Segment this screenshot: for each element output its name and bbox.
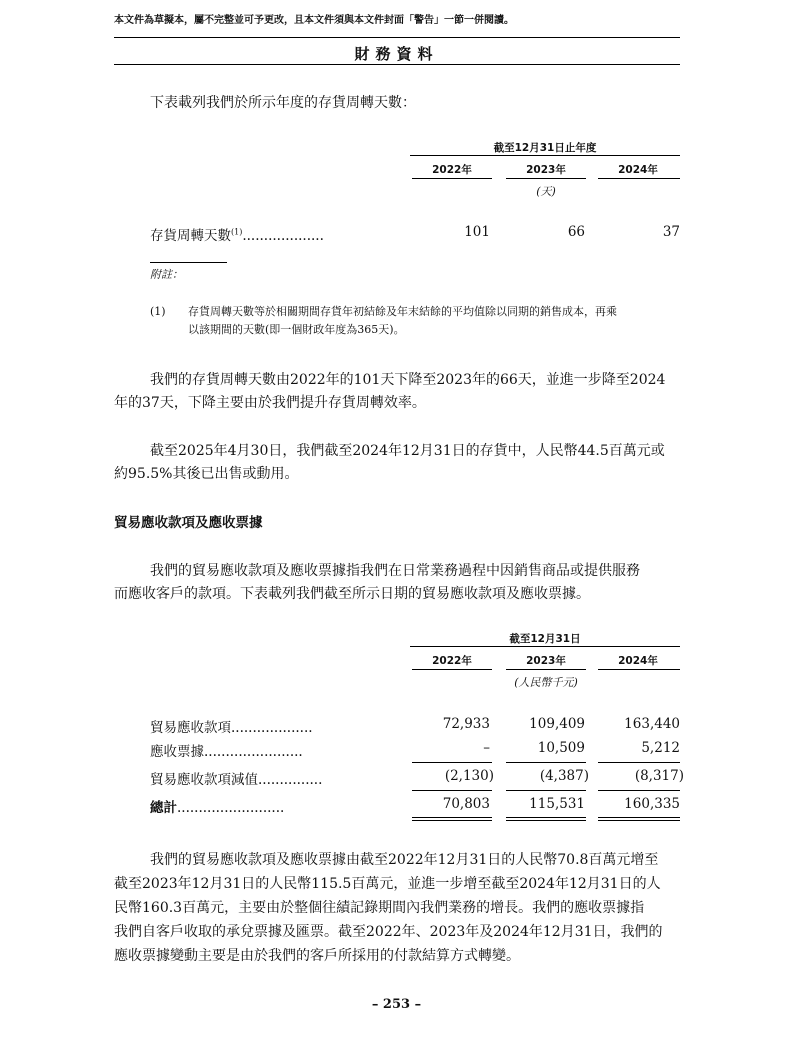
subtotal-rule bbox=[506, 762, 586, 763]
total-rule bbox=[506, 790, 586, 791]
table-cell: (4,387) bbox=[539, 768, 589, 784]
leader-dots: ............... bbox=[258, 772, 323, 788]
inventory-intro: 下表載列我們於所示年度的存貨周轉天數： bbox=[150, 95, 416, 111]
leader-dots: ................... bbox=[242, 228, 324, 244]
inventory-table-group-rule bbox=[410, 155, 680, 156]
double-rule bbox=[412, 817, 492, 818]
receivables-table-group-header: 截至12月31日 bbox=[509, 633, 581, 645]
table-cell: 70,803 bbox=[442, 796, 490, 812]
table-row-label bbox=[150, 740, 303, 760]
inventory-unit: (天) bbox=[536, 185, 556, 198]
receivables-year-rule bbox=[506, 669, 586, 670]
table-cell: 10,509 bbox=[537, 740, 585, 756]
leader-dots: ................... bbox=[231, 720, 313, 736]
note-text-line2: 以該期間的天數(即一個財政年度為365天)。 bbox=[188, 323, 405, 336]
inventory-value-2023: 66 bbox=[567, 224, 585, 240]
row-label-text: 總計 bbox=[150, 800, 177, 816]
receivables-para-line4: 我們自客戶收取的承兌票據及匯票。截至2022年、2023年及2024年12月31日，我們的 bbox=[114, 924, 663, 940]
table-cell: 72,933 bbox=[442, 716, 490, 732]
receivables-para-line2: 截至2023年12月31日的人民幣115.5百萬元，並進一步增至截至2024年12月31日的人 bbox=[114, 876, 661, 892]
header-bottom-rule bbox=[114, 64, 680, 65]
total-rule bbox=[598, 790, 680, 791]
table-cell: (2,130) bbox=[444, 768, 494, 784]
inventory-para2-line1: 截至2025年4月30日，我們截至2024年12月31日的存貨中，人民幣44.5百萬元或 bbox=[150, 443, 665, 459]
inventory-value-2022: 101 bbox=[464, 224, 490, 240]
note-heading: 附註： bbox=[150, 268, 183, 281]
receivables-year-2022: 2022年 bbox=[432, 655, 472, 667]
receivables-unit: (人民幣千元) bbox=[514, 676, 578, 689]
draft-notice: 本文件為草擬本，屬不完整並可予更改，且本文件須與本文件封面「警告」一節一併閱讀。 bbox=[114, 15, 514, 26]
inventory-year-2024: 2024年 bbox=[618, 164, 658, 176]
receivables-intro-line2: 而應收客戶的款項。下表載列我們截至所示日期的貿易應收款項及應收票據。 bbox=[114, 586, 590, 602]
row-label-text: 存貨周轉天數 bbox=[150, 228, 231, 244]
double-rule bbox=[598, 820, 680, 821]
receivables-year-2023: 2023年 bbox=[526, 655, 566, 667]
leader-dots: ......................... bbox=[177, 800, 285, 816]
footnote-marker: (1) bbox=[231, 227, 243, 237]
inventory-year-2023: 2023年 bbox=[526, 164, 566, 176]
section-title: 財務資料 bbox=[354, 45, 439, 63]
inventory-year-rule bbox=[506, 178, 586, 179]
leader-dots: ....................... bbox=[204, 744, 303, 760]
receivables-para-line3: 民幣160.3百萬元，主要由於整個往績記錄期間內我們業務的增長。我們的應收票據指 bbox=[114, 900, 645, 916]
receivables-para-line5: 應收票據變動主要是由於我們的客戶所採用的付款結算方式轉變。 bbox=[114, 948, 520, 964]
table-cell: 163,440 bbox=[624, 716, 680, 732]
total-rule bbox=[412, 790, 492, 791]
inventory-para1-line1: 我們的存貨周轉天數由2022年的101天下降至2023年的66天，並進一步降至2024 bbox=[150, 372, 666, 388]
inventory-value-2024: 37 bbox=[662, 224, 680, 240]
table-cell: 160,335 bbox=[624, 796, 680, 812]
double-rule bbox=[506, 817, 586, 818]
table-cell: – bbox=[483, 740, 490, 756]
receivables-table-group-rule bbox=[410, 646, 680, 647]
inventory-para2-line2: 約95.5%其後已出售或動用。 bbox=[114, 466, 299, 482]
table-row-label bbox=[150, 768, 322, 788]
inventory-row-label bbox=[150, 224, 324, 244]
inventory-year-2022: 2022年 bbox=[432, 164, 472, 176]
double-rule bbox=[412, 820, 492, 821]
inventory-para1-line2: 年的37天，下降主要由於我們提升存貨周轉效率。 bbox=[114, 395, 426, 411]
table-cell: 115,531 bbox=[529, 796, 585, 812]
inventory-year-rule bbox=[598, 178, 680, 179]
receivables-heading: 貿易應收款項及應收票據 bbox=[114, 515, 263, 531]
table-cell: (8,317) bbox=[634, 768, 684, 784]
page-number: – 253 – bbox=[371, 997, 422, 1012]
double-rule bbox=[506, 820, 586, 821]
inventory-table-group-header: 截至12月31日止年度 bbox=[493, 142, 597, 154]
subtotal-rule bbox=[412, 762, 492, 763]
double-rule bbox=[598, 817, 680, 818]
table-row-label-total bbox=[150, 796, 284, 816]
note-number: (1) bbox=[150, 305, 166, 318]
table-row-label bbox=[150, 716, 313, 736]
inventory-year-rule bbox=[412, 178, 492, 179]
note-rule bbox=[150, 262, 227, 263]
receivables-intro-line1: 我們的貿易應收款項及應收票據指我們在日常業務過程中因銷售商品或提供服務 bbox=[150, 563, 640, 579]
row-label-text: 貿易應收款項 bbox=[150, 720, 231, 736]
row-label-text: 貿易應收款項減值 bbox=[150, 772, 258, 788]
receivables-para-line1: 我們的貿易應收款項及應收票據由截至2022年12月31日的人民幣70.8百萬元增至 bbox=[150, 852, 659, 868]
receivables-year-rule bbox=[598, 669, 680, 670]
table-cell: 5,212 bbox=[641, 740, 680, 756]
receivables-year-2024: 2024年 bbox=[618, 655, 658, 667]
subtotal-rule bbox=[598, 762, 680, 763]
note-text-line1: 存貨周轉天數等於相關期間存貨年初結餘及年末結餘的平均值除以同期的銷售成本，再乘 bbox=[188, 305, 617, 318]
header-top-rule bbox=[114, 37, 680, 38]
row-label-text: 應收票據 bbox=[150, 744, 204, 760]
table-cell: 109,409 bbox=[529, 716, 585, 732]
receivables-year-rule bbox=[412, 669, 492, 670]
